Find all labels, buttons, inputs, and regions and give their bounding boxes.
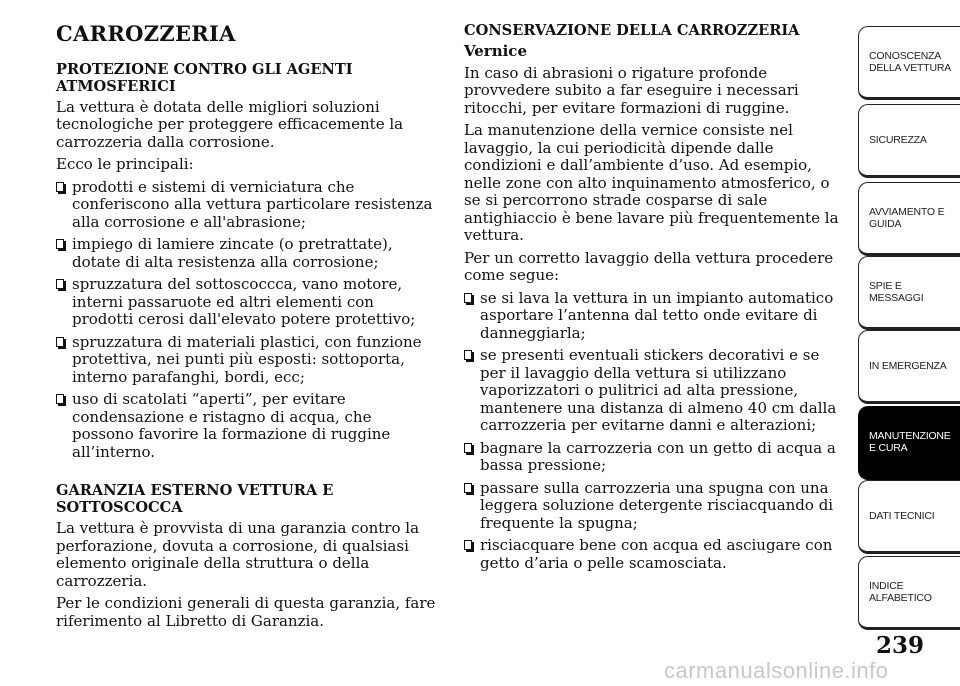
checkbox-bullet-icon <box>56 337 64 347</box>
heading-garanzia: GARANZIA ESTERNO VETTURA E SOTTOSCOCCA <box>56 482 334 516</box>
chapter-tabs <box>858 0 960 686</box>
paragraph: In caso di abrasioni o rigature profonde provvedere subito a far eseguire i necessari ritocchi, per evitare formazioni di ruggine. <box>464 63 799 117</box>
list-item: impiego di lamiere zincate (o pretrattate), dotate di alta resistenza alla corrosione; <box>56 236 436 271</box>
paragraph: Ecco le principali: <box>56 155 194 173</box>
list-item: risciacquare bene con acqua ed asciugare con getto d’aria o pelle scamosciata. <box>464 537 848 572</box>
tab-dati-tecnici[interactable]: DATI TECNICI <box>858 480 960 554</box>
list-item: spruzzatura del sottoscoccca, vano motore, interni passaruote ed altri elementi con prodotti cerosi dall'elevato potere protettivo; <box>56 276 436 329</box>
checkbox-bullet-icon <box>464 350 472 360</box>
list-item: spruzzatura di materiali plastici, con funzione protettiva, nei punti più esposti: sottoporta, interno parafanghi, bordi, ecc; <box>56 334 436 387</box>
paragraph: La vettura è provvista di una garanzia contro la perforazione, dovuta a corrosione, di qualsiasi elemento originale della struttura o della carrozzeria. <box>56 519 420 590</box>
paragraph: Per un corretto lavaggio della vettura procedere come segue: <box>464 248 834 284</box>
tab-indice-alfabetico[interactable]: INDICE ALFABETICO <box>858 556 960 630</box>
heading-conservazione: CONSERVAZIONE DELLA CARROZZERIA <box>464 22 800 39</box>
left-column <box>56 22 436 635</box>
list-item: passare sulla carrozzeria una spugna con una leggera soluzione detergente risciacquando di frequente la spugna; <box>464 480 848 533</box>
list-item: se si lava la vettura in un impianto automatico asportare l’antenna dal tetto onde evitare di danneggiarla; <box>464 290 848 343</box>
tab-spie-messaggi[interactable]: SPIE E MESSAGGI <box>858 256 960 330</box>
paragraph: La vettura è dotata delle migliori soluzioni tecnologiche per proteggere efficacemente la carrozzeria dalla corrosione. <box>56 97 404 151</box>
checkbox-bullet-icon <box>464 293 472 303</box>
tab-in-emergenza[interactable]: IN EMERGENZA <box>858 330 960 404</box>
list-item: se presenti eventuali stickers decorativi e se per il lavaggio della vettura si utilizzano vaporizzatori o pulitrici ad alta pressione, mantenere una distanza di almeno 40 cm dalla carrozzeria per evitarne danni e alterazioni; <box>464 347 848 435</box>
list-item: prodotti e sistemi di verniciatura che conferiscono alla vettura particolare resistenza alla corrosione e all'abrasione; <box>56 179 436 232</box>
checkbox-bullet-icon <box>56 394 64 404</box>
section-title: CARROZZERIA <box>56 21 236 46</box>
list-item: uso di scatolati “aperti”, per evitare condensazione e ristagno di acqua, che possono favorire la formazione di ruggine all’interno. <box>56 391 436 461</box>
tab-avviamento-guida[interactable]: AVVIAMENTO E GUIDA <box>858 182 960 256</box>
checkbox-bullet-icon <box>464 443 472 453</box>
tab-manutenzione-cura[interactable]: MANUTENZIONE E CURA <box>858 406 960 480</box>
bullet-list <box>464 290 848 573</box>
checkbox-bullet-icon <box>56 239 64 249</box>
checkbox-bullet-icon <box>56 279 64 289</box>
checkbox-bullet-icon <box>464 540 472 550</box>
list-item: bagnare la carrozzeria con un getto di acqua a bassa pressione; <box>464 440 848 475</box>
heading-protezione: PROTEZIONE CONTRO GLI AGENTI ATMOSFERICI <box>56 60 353 95</box>
paragraph: Per le condizioni generali di questa garanzia, fare riferimento al Libretto di Garanzia. <box>56 594 436 630</box>
paragraph: La manutenzione della vernice consiste nel lavaggio, la cui periodicità dipende dalle condizioni e dall’ambiente d’uso. Ad esempio, nelle zone con alto inquinamento atmosferico, o se si percorrono strade cosparse di sale antighiaccio è bene lavare più frequentemente la vettura. <box>464 121 839 244</box>
checkbox-bullet-icon <box>56 182 64 192</box>
heading-vernice: Vernice <box>464 42 527 60</box>
tab-conoscenza-vettura[interactable]: CONOSCENZA DELLA VETTURA <box>858 26 960 100</box>
right-column <box>464 22 848 577</box>
page-number: 239 <box>876 632 925 659</box>
watermark: carmanualsonline.info <box>664 658 889 683</box>
bullet-list <box>56 179 436 462</box>
tab-sicurezza[interactable]: SICUREZZA <box>858 104 960 178</box>
checkbox-bullet-icon <box>464 483 472 493</box>
